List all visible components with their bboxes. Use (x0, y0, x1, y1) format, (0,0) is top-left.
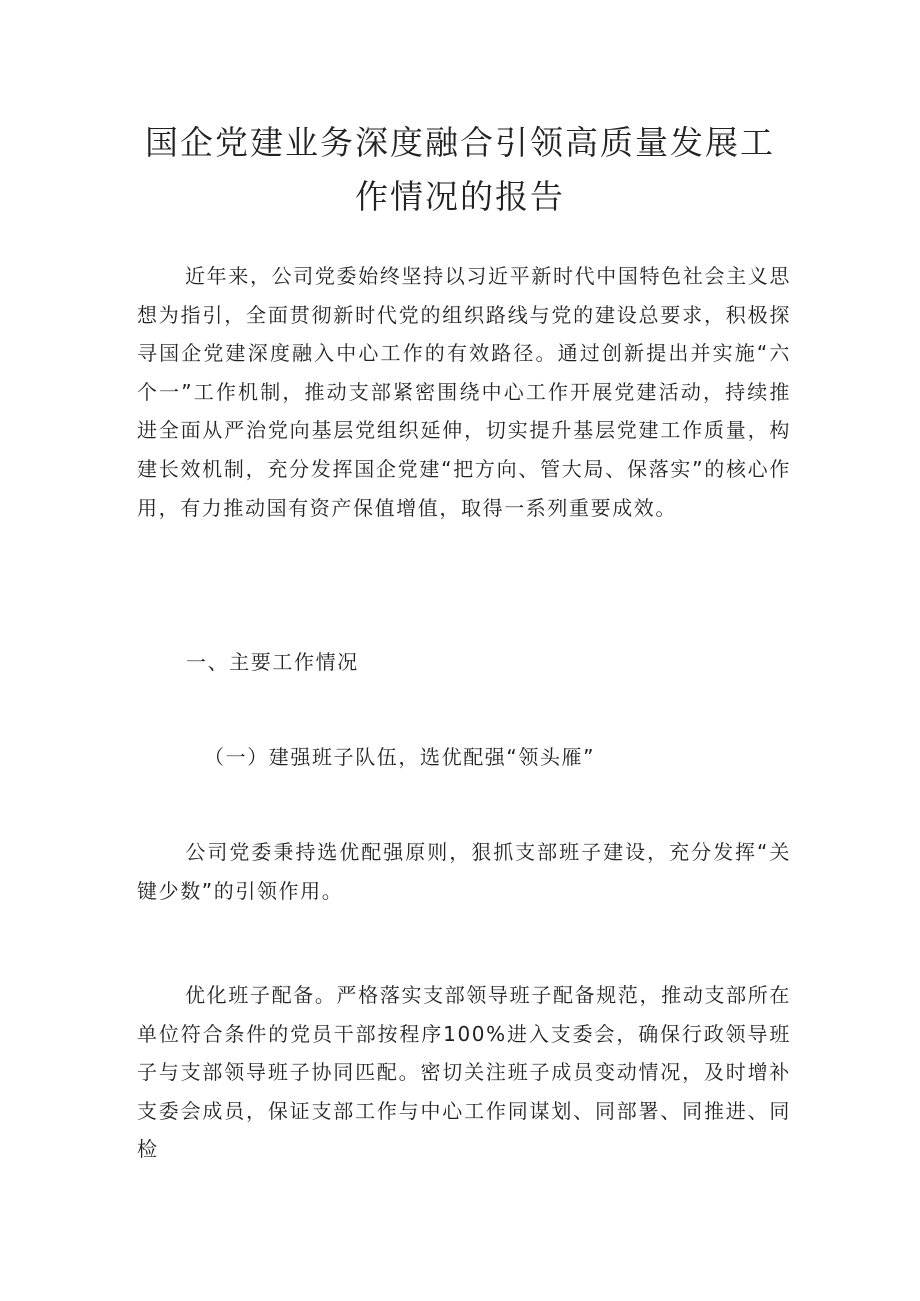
subsection-paragraph-1 (137, 833, 791, 910)
title-line-1: 国企党建业务深度融合引领高质量发展工 (145, 123, 775, 162)
subsection-paragraph-2 (137, 976, 791, 1169)
title-line-2: 作情况的报告 (355, 177, 565, 216)
intro-text: 近年来，公司党委始终坚持以习近平新时代中国特色社会主义思想为指引，全面贯彻新时代党的组织路线与党的建设总要求，积极探寻国企党建深度融入中心工作的有效路径。通过创新提出并实施“六个一”工作机制，推动支部紧密围绕中心工作开展党建活动，持续推进全面从严治党向基层党组织延伸，切实提升基层党建工作质量，构建长效机制，充分发挥国企党建“把方向、管大局、保落实”的核心作用，有力推动国有资产保值增值，取得一系列重要成效。 (137, 264, 791, 520)
document-title (120, 116, 800, 224)
subsection-heading: （一）建强班子队伍，选优配强“领头雁” (204, 745, 596, 769)
section-heading: 一、主要工作情况 (186, 650, 359, 674)
intro-paragraph (137, 257, 791, 527)
subsection-paragraph-2-text: 优化班子配备。严格落实支部领导班子配备规范，推动支部所在单位符合条件的党员干部按程序100%进入支委会，确保行政领导班子与支部领导班子协同匹配。密切关注班子成员变动情况，及时增补支委会成员，保证支部工作与中心工作同谋划、同部署、同推进、同检 (137, 983, 791, 1162)
subsection-paragraph-1-text: 公司党委秉持选优配强原则，狠抓支部班子建设，充分发挥“关键少数”的引领作用。 (137, 840, 791, 903)
